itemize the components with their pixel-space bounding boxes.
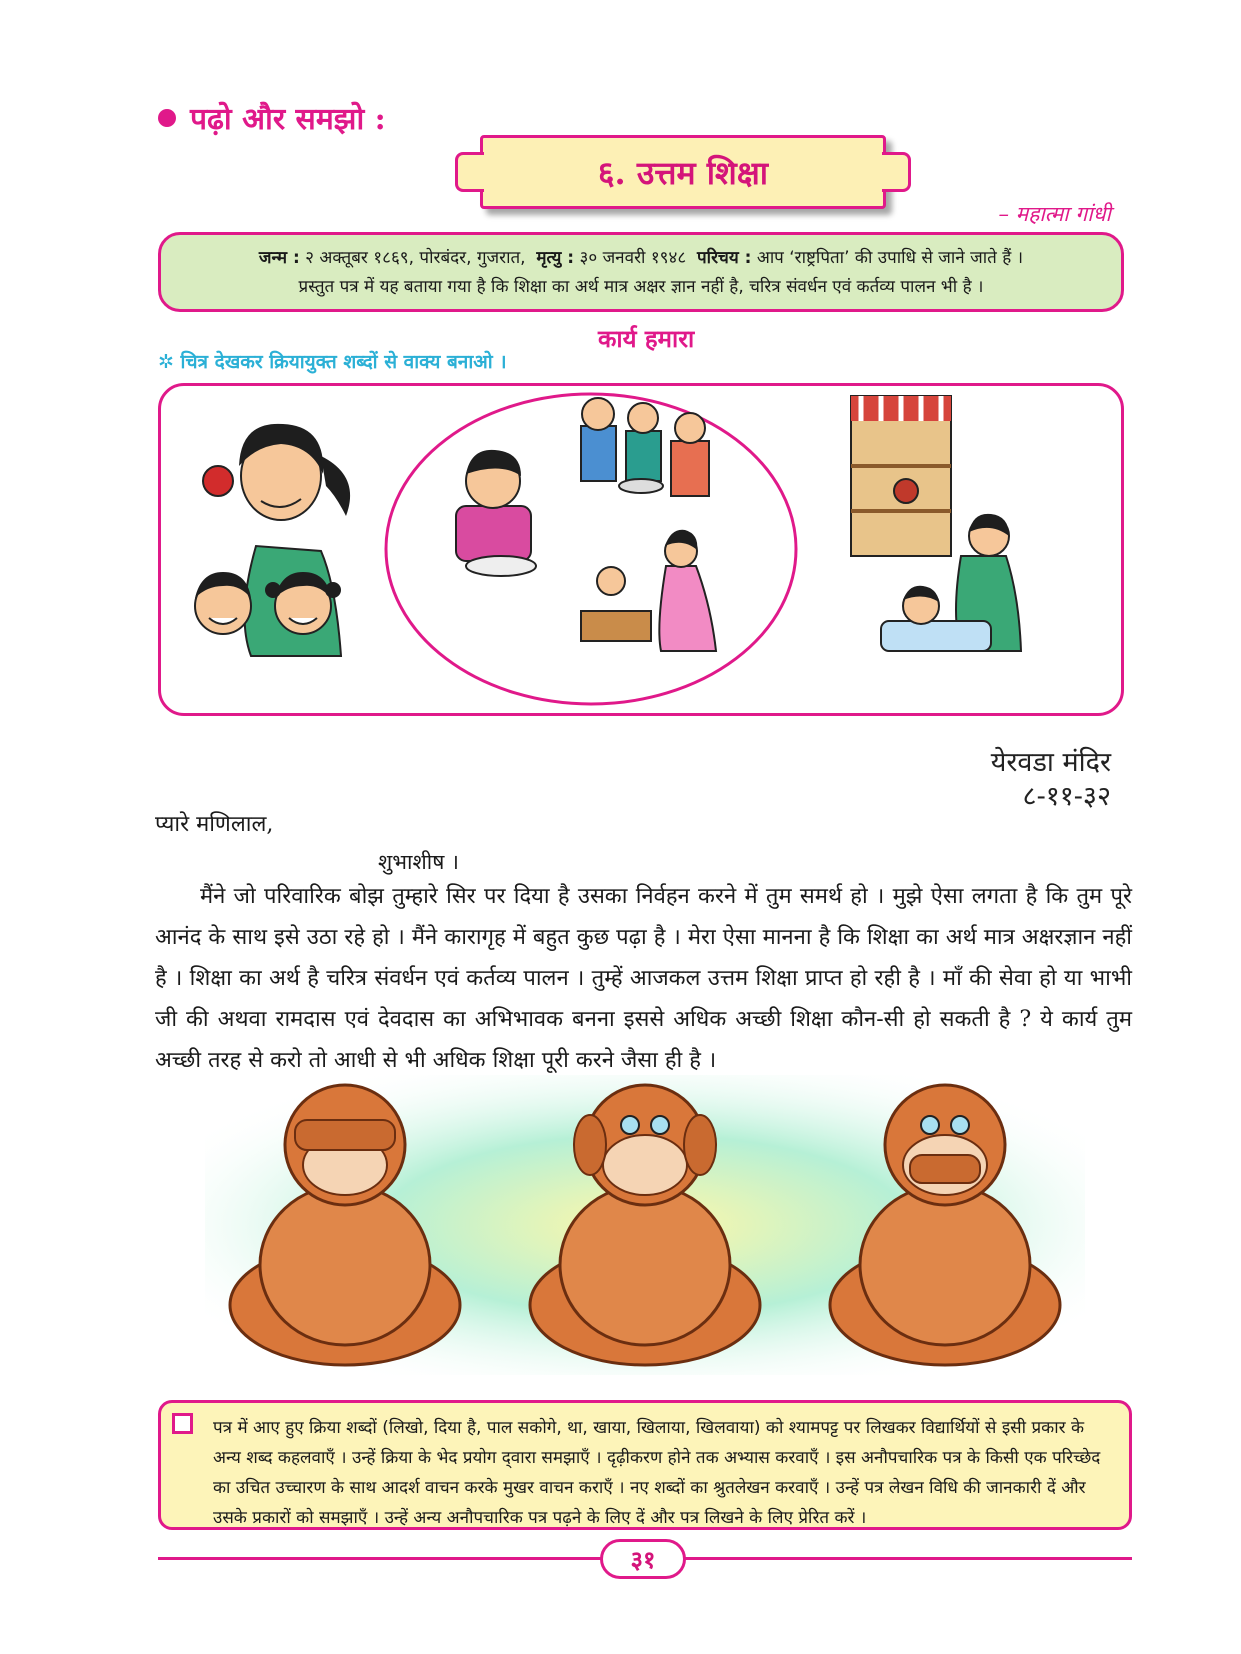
teacher-note-box	[158, 1400, 1132, 1530]
activity-illustration-box	[158, 383, 1124, 716]
intro-text: आप ‘राष्ट्रपिता’ की उपाधि से जाने जाते हैं ।	[756, 248, 1024, 268]
author-name: – महात्मा गांधी	[998, 202, 1111, 226]
three-wise-monkeys-illustration	[205, 1075, 1085, 1375]
lesson-title: ६. उत्तम शिक्षा	[597, 153, 769, 192]
activity-instruction: ✲ चित्र देखकर क्रियायुक्त शब्दों से वाक्य बनाओ ।	[158, 351, 507, 373]
letter-blessing: शुभाशीष ।	[378, 850, 459, 874]
birth-text: २ अक्तूबर १८६९, पोरबंदर, गुजरात,	[305, 248, 526, 268]
activity-title: कार्य हमारा	[598, 324, 695, 353]
letter-date: ८-११-३२	[1022, 781, 1111, 812]
letter-place: येरवडा मंदिर	[990, 747, 1111, 778]
three-monkeys-svg	[205, 1075, 1085, 1375]
page-number: ३१	[600, 1539, 686, 1579]
death-text: ३० जनवरी १९४८	[579, 248, 687, 268]
checkbox-icon	[172, 1413, 193, 1434]
letter-salutation: प्यारे मणिलाल,	[155, 812, 274, 837]
bio-line-1	[161, 244, 1121, 273]
section-heading	[158, 97, 386, 138]
author-bio-box	[158, 232, 1124, 312]
birth-label: जन्म :	[258, 248, 300, 268]
death-label: मृत्यु :	[536, 248, 575, 268]
family-meal-oval-illustration	[386, 394, 796, 704]
activity-illustrations	[161, 386, 1121, 713]
bio-line-2: प्रस्तुत पत्र में यह बताया गया है कि शिक्षा का अर्थ मात्र अक्षर ज्ञान नहीं है, चरित्र संवर्धन एवं कर्तव्य पालन भी है ।	[298, 277, 984, 297]
section-heading-text: पढ़ो और समझो :	[190, 102, 386, 137]
lesson-title-banner	[480, 135, 886, 209]
letter-body: मैंने जो परिवारिक बोझ तुम्हारे सिर पर दिया है उसका निर्वहन करने में तुम समर्थ हो । मुझे ऐसा लगता है कि तुम पूरे आनंद के साथ इसे उठा रहे हो । मैंने कारागृह में बहुत कुछ पढ़ा है । मेरा ऐसा मानना है कि शिक्षा का अर्थ मात्र अक्षरज्ञान नहीं है । शिक्षा का अर्थ है चरित्र संवर्धन एवं कर्तव्य पालन । तुम्हें आजकल उत्तम शिक्षा प्राप्त हो रही है । माँ की सेवा हो या भाभी जी की अथवा रामदास एवं देवदास का अभिभावक बनना इससे अधिक अच्छी शिक्षा कौन-सी हो सकती है ? ये कार्य तुम अच्छी तरह से करो तो आधी से भी अधिक शिक्षा पूरी करने जैसा ही है ।	[155, 884, 1132, 1073]
bullet-icon	[158, 109, 176, 127]
teacher-note-text: पत्र में आए हुए क्रिया शब्दों (लिखो, दिया है, पाल सकोगे, था, खाया, खिलाया, खिलवाया) को श्यामपट्ट पर लिखकर विद्यार्थियों से इसी प्रकार के अन्य शब्द कहलवाएँ । उन्हें क्रिया के भेद प्रयोग द्‌वारा समझाएँ । दृढ़ीकरण होने तक अभ्यास करवाएँ । इस अनौपचारिक पत्र के किसी एक परिच्छेद का उचित उच्चारण के साथ आदर्श वाचन करके मुखर वाचन कराएँ । नए शब्दों का श्रुतलेखन करवाएँ । उन्हें पत्र लेखन विधि की जानकारी दें और उसके प्रकारों को समझाएँ । उन्हें अन्य अनौपचारिक पत्र पढ़ने के लिए दें और पत्र लिखने के लिए प्रेरित करें ।	[213, 1418, 1101, 1528]
intro-label: परिचय :	[697, 248, 752, 268]
shop-shelf-illustration	[851, 396, 951, 556]
